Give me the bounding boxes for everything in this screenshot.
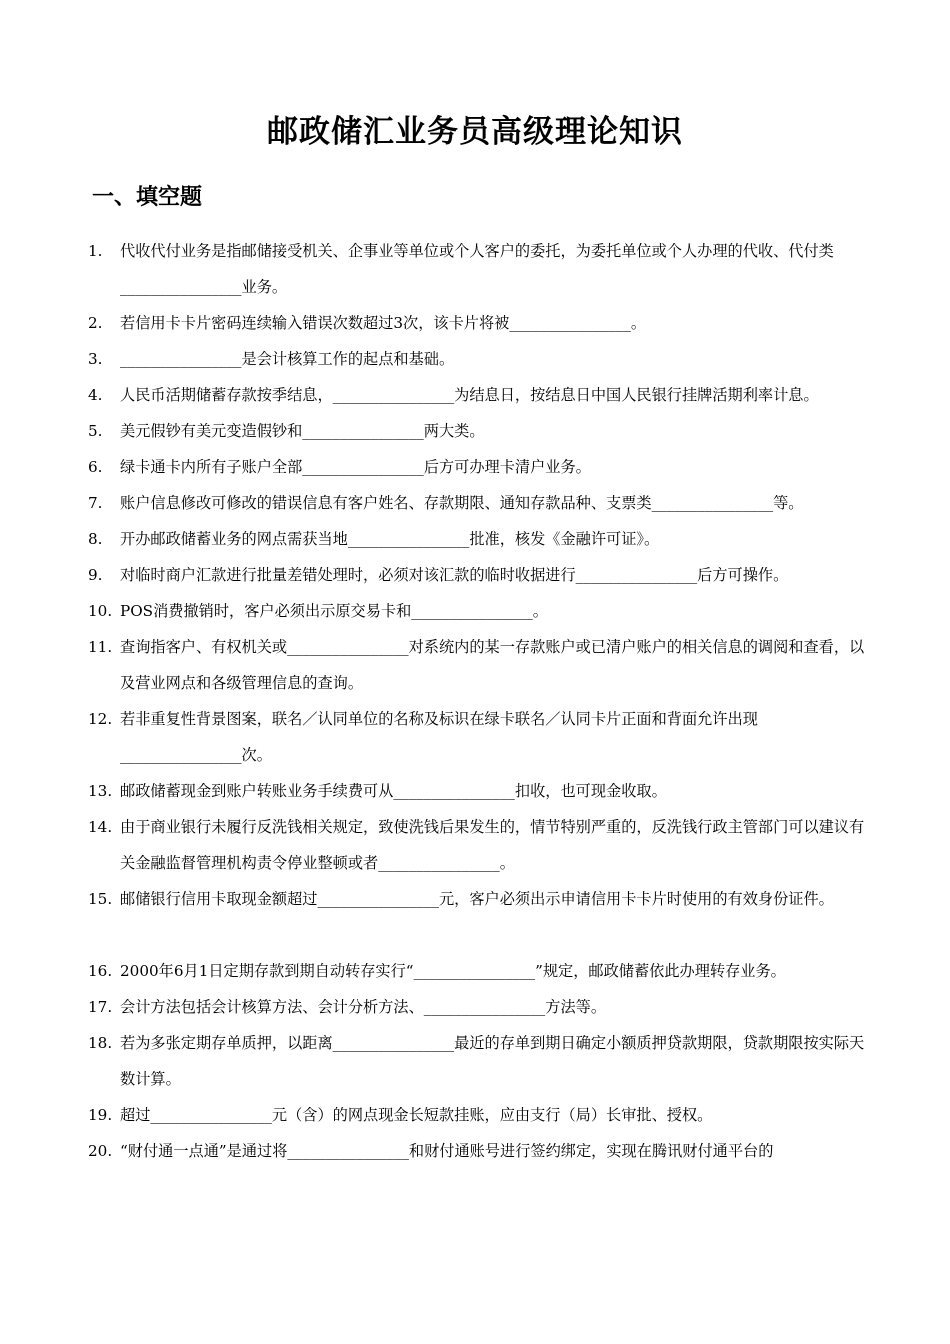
question-text: 。 xyxy=(630,314,647,332)
question-item xyxy=(88,341,868,377)
question-item xyxy=(88,629,868,701)
question-text: 扣收，也可现金收取。 xyxy=(514,782,667,800)
question-text: 由于商业银行未履行反洗钱相关规定，致使洗钱后果发生的，情节特别严重的，反洗钱行政主管部门可以建议有关金融监督管理机构责令停业整顿或者 xyxy=(120,818,865,872)
question-item xyxy=(88,593,868,629)
answer-blank: ________________ xyxy=(411,602,533,620)
question-item xyxy=(88,989,868,1025)
question-item xyxy=(88,233,868,305)
question-text: POS消费撤销时，客户必须出示原交易卡和 xyxy=(120,602,412,620)
question-number: 3. xyxy=(88,350,103,368)
question-text: 最近的存单到期日确定小额质押贷款期限，贷款期限按实际天数计算。 xyxy=(120,1034,865,1088)
question-text: 。 xyxy=(499,854,515,872)
question-item xyxy=(88,701,868,773)
answer-blank: ________________ xyxy=(509,314,631,332)
question-text: 元（含）的网点现金长短款挂账，应由支行（局）长审批、授权。 xyxy=(271,1106,713,1124)
question-item xyxy=(88,485,868,521)
question-text: 若信用卡卡片密码连续输入错误次数超过3次，该卡片将被 xyxy=(120,314,510,332)
question-text: 业务。 xyxy=(241,278,288,296)
question-text: 美元假钞有美元变造假钞和 xyxy=(120,422,303,440)
answer-blank: ________________ xyxy=(287,638,409,656)
question-item xyxy=(88,809,868,881)
question-text: 对系统内的某一存款账户或已清户账户的相关信息的调阅和查看，以及营业网点和各级管理信息的查询。 xyxy=(120,638,865,692)
question-number: 14. xyxy=(88,818,113,836)
question-number: 19. xyxy=(88,1106,113,1124)
question-text: 。 xyxy=(532,602,548,620)
question-number: 8. xyxy=(88,530,103,548)
question-item xyxy=(88,413,868,449)
question-text: 超过 xyxy=(120,1106,151,1124)
question-text: 和财付通账号进行签约绑定，实现在腾讯财付通平台的 xyxy=(408,1142,774,1160)
answer-blank: ________________ xyxy=(413,962,536,980)
question-item xyxy=(88,1025,868,1097)
question-text: 会计方法包括会计核算方法、会计分析方法、 xyxy=(120,998,424,1016)
question-number: 5. xyxy=(88,422,103,440)
question-text: 方法等。 xyxy=(545,998,606,1016)
answer-blank: ________________ xyxy=(120,278,242,296)
question-number: 7. xyxy=(88,494,103,512)
question-text: 对临时商户汇款进行批量差错处理时，必须对该汇款的临时收据进行 xyxy=(120,566,576,584)
question-number: 17. xyxy=(88,998,113,1016)
question-item xyxy=(88,305,868,341)
question-number: 15. xyxy=(88,890,113,908)
answer-blank: ________________ xyxy=(120,746,242,764)
document-title: 邮政储汇业务员高级理论知识 xyxy=(267,114,683,150)
question-text: 代收代付业务是指邮储接受机关、企事业等单位或个人客户的委托，为委托单位或个人办理的代收、代付类 xyxy=(120,242,834,260)
question-number: 10. xyxy=(88,602,113,620)
question-item xyxy=(88,881,868,917)
question-number: 1. xyxy=(88,242,103,260)
question-text: “财付通一点通”是通过将 xyxy=(120,1142,288,1160)
question-text: 人民币活期储蓄存款按季结息， xyxy=(120,386,333,404)
question-number: 20. xyxy=(88,1142,113,1160)
question-text: ”规定，邮政储蓄依此办理转存业务。 xyxy=(535,962,786,980)
answer-blank: ________________ xyxy=(287,1142,409,1160)
question-number: 13. xyxy=(88,782,113,800)
question-text: 元，客户必须出示申请信用卡卡片时使用的有效身份证件。 xyxy=(438,890,834,908)
question-number: 9. xyxy=(88,566,103,584)
question-item xyxy=(88,449,868,485)
question-text: 后方可操作。 xyxy=(697,566,789,584)
question-text: 批准，核发《金融许可证》。 xyxy=(469,530,660,548)
question-text: 为结息日，按结息日中国人民银行挂牌活期利率计息。 xyxy=(454,386,819,404)
question-text: 若非重复性背景图案，联名／认同单位的名称及标识在绿卡联名／认同卡片正面和背面允许出现 xyxy=(120,710,758,728)
question-text: 是会计核算工作的起点和基础。 xyxy=(241,350,455,368)
answer-blank: ________________ xyxy=(575,566,698,584)
question-number: 18. xyxy=(88,1034,113,1052)
question-list xyxy=(88,233,868,1169)
question-text: 若为多张定期存单质押，以距离 xyxy=(120,1034,333,1052)
question-text: 查询指客户、有权机关或 xyxy=(120,638,288,656)
question-text: 邮储银行信用卡取现金额超过 xyxy=(120,890,318,908)
question-item xyxy=(88,773,868,809)
question-text: 次。 xyxy=(241,746,272,764)
answer-blank: ________________ xyxy=(651,494,774,512)
question-item xyxy=(88,1097,868,1133)
question-item xyxy=(88,953,868,989)
question-text: 后方可办理卡清户业务。 xyxy=(423,458,591,476)
question-text: 邮政储蓄现金到账户转账业务手续费可从 xyxy=(120,782,394,800)
answer-blank: ________________ xyxy=(393,782,515,800)
question-item xyxy=(88,557,868,593)
answer-blank: ________________ xyxy=(332,386,455,404)
question-item xyxy=(88,377,868,413)
answer-blank: ________________ xyxy=(150,1106,272,1124)
answer-blank: ________________ xyxy=(302,458,424,476)
question-text: 2000年6月1日定期存款到期自动转存实行“ xyxy=(120,962,414,980)
question-text: 开办邮政储蓄业务的网点需获当地 xyxy=(120,530,348,548)
section-heading: 一、填空题 xyxy=(92,185,203,210)
question-number: 4. xyxy=(88,386,103,404)
question-item xyxy=(88,1133,868,1169)
question-number: 6. xyxy=(88,458,103,476)
question-text: 等。 xyxy=(773,494,804,512)
question-number: 16. xyxy=(88,962,113,980)
answer-blank: ________________ xyxy=(302,422,424,440)
question-number: 12. xyxy=(88,710,113,728)
answer-blank: ________________ xyxy=(423,998,546,1016)
question-number: 11. xyxy=(88,638,113,656)
question-item xyxy=(88,521,868,557)
answer-blank: ________________ xyxy=(317,890,439,908)
answer-blank: ________________ xyxy=(332,1034,455,1052)
question-number: 2. xyxy=(88,314,103,332)
question-text: 绿卡通卡内所有子账户全部 xyxy=(120,458,303,476)
question-text: 两大类。 xyxy=(423,422,485,440)
answer-blank: ________________ xyxy=(347,530,470,548)
question-text: 账户信息修改可修改的错误信息有客户姓名、存款期限、通知存款品种、支票类 xyxy=(120,494,652,512)
answer-blank: ________________ xyxy=(378,854,500,872)
answer-blank: ________________ xyxy=(120,350,242,368)
